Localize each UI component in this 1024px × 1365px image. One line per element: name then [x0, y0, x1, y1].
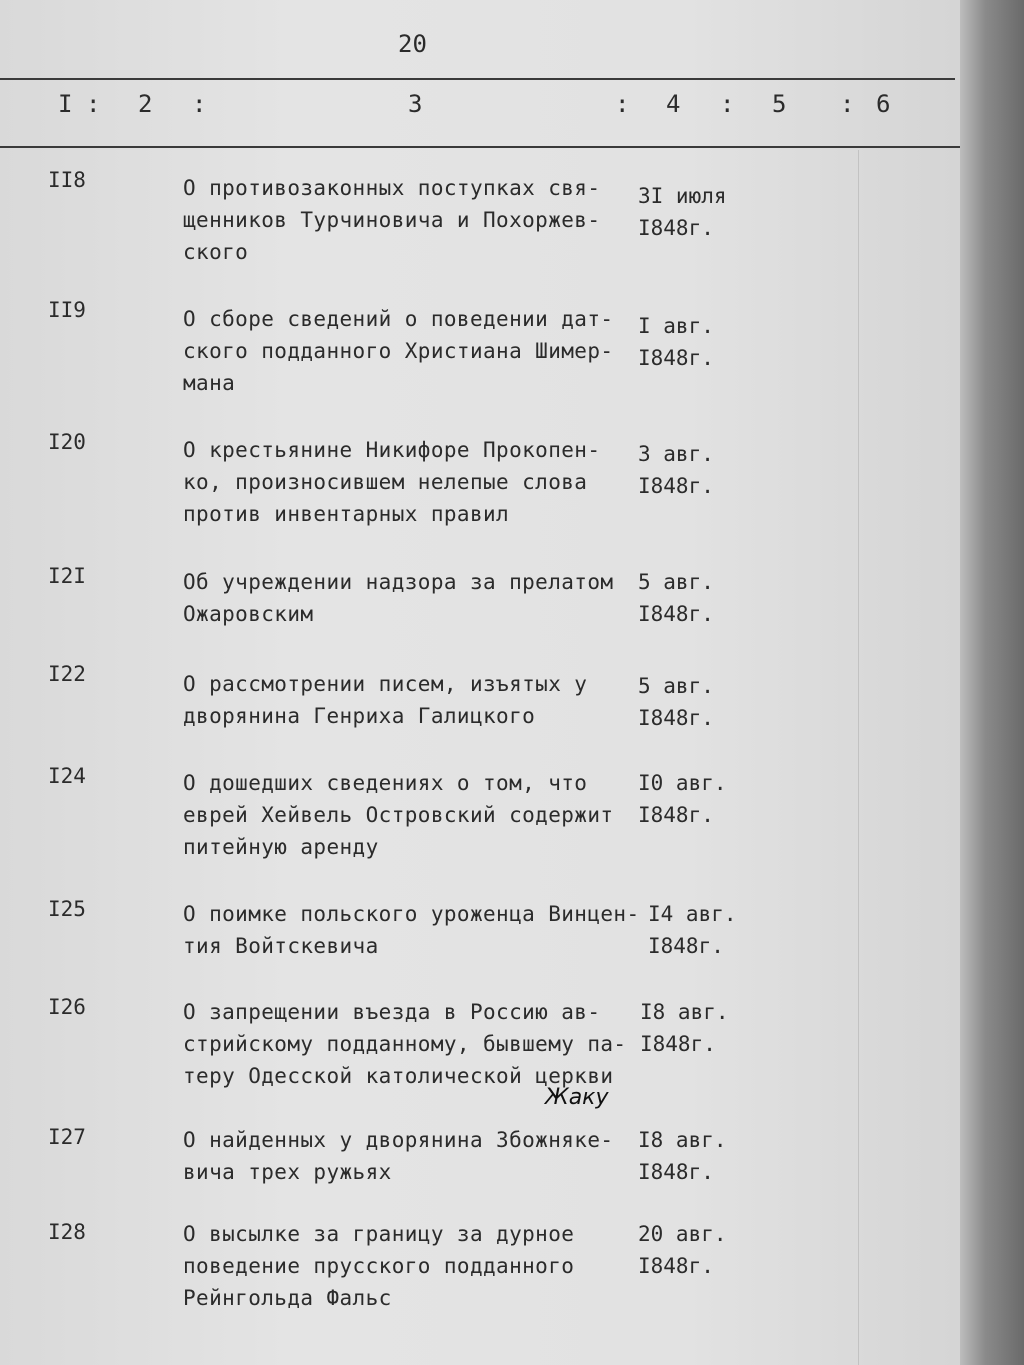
- entry-date: [638, 180, 727, 244]
- entry-date: [638, 670, 714, 734]
- column-separator: :: [720, 90, 735, 118]
- date-day: I8 авг.: [638, 1128, 727, 1152]
- entry-description: [183, 898, 653, 962]
- description-line: теру Одесской католической церкви: [183, 1064, 614, 1088]
- entry-description: [183, 668, 653, 732]
- entry-description: [183, 767, 653, 863]
- column-header: 4: [666, 90, 681, 118]
- entry-number: II8: [48, 168, 86, 192]
- description-line: О рассмотрении писем, изъятых у: [183, 672, 588, 696]
- description-line: дворянина Генриха Галицкого: [183, 704, 536, 728]
- date-day: I4 авг.: [648, 902, 737, 926]
- entry-description: [183, 1124, 653, 1188]
- description-line: стрийскому подданному, бывшему па-: [183, 1032, 627, 1056]
- description-line: мана: [183, 371, 236, 395]
- entry-number: I22: [48, 662, 86, 686]
- page-edge-shadow: [960, 0, 1024, 1365]
- description-line: тия Войтскевича: [183, 934, 379, 958]
- entry-number: I26: [48, 995, 86, 1019]
- entry-description: [183, 434, 653, 530]
- entry-description: [183, 566, 653, 630]
- description-line: О поимке польского уроженца Винцен-: [183, 902, 640, 926]
- date-day: I0 авг.: [638, 771, 727, 795]
- description-line: О запрещении въезда в Россию ав-: [183, 1000, 601, 1024]
- description-line: О противозаконных поступках свя-: [183, 176, 601, 200]
- date-year: I848г.: [638, 1160, 714, 1184]
- entry-number: I28: [48, 1220, 86, 1244]
- entry-number: II9: [48, 298, 86, 322]
- description-line: питейную аренду: [183, 835, 379, 859]
- description-line: против инвентарных правил: [183, 502, 510, 526]
- date-year: I848г.: [638, 346, 714, 370]
- description-line: поведение прусского подданного: [183, 1254, 575, 1278]
- column-header: I: [58, 90, 73, 118]
- entry-number: I2I: [48, 564, 86, 588]
- description-line: О крестьянине Никифоре Прокопен-: [183, 438, 601, 462]
- entry-date: [640, 996, 729, 1060]
- entry-number: I24: [48, 764, 86, 788]
- column-header: 5: [772, 90, 787, 118]
- description-line: вича трех ружьях: [183, 1160, 392, 1184]
- date-day: 5 авг.: [638, 570, 714, 594]
- entry-date: [638, 438, 714, 502]
- faint-column-line: [858, 150, 859, 1365]
- handwritten-note: Жаку: [545, 1085, 609, 1110]
- entry-date: [638, 767, 727, 831]
- date-day: 3 авг.: [638, 442, 714, 466]
- entry-date: [638, 310, 714, 374]
- date-year: I848г.: [648, 934, 724, 958]
- entry-description: [183, 1218, 653, 1314]
- date-year: I848г.: [638, 706, 714, 730]
- header-bottom-rule: [0, 146, 975, 148]
- date-year: I848г.: [638, 1254, 714, 1278]
- entry-date: [638, 566, 714, 630]
- description-line: О сборе сведений о поведении дат-: [183, 307, 614, 331]
- column-separator: :: [840, 90, 855, 118]
- column-header: 3: [408, 90, 423, 118]
- description-line: щенников Турчиновича и Похоржев-: [183, 208, 601, 232]
- date-day: 3I июля: [638, 184, 727, 208]
- page-number: 20: [398, 30, 427, 58]
- description-line: ского: [183, 240, 249, 264]
- date-day: I8 авг.: [640, 1000, 729, 1024]
- entry-description: [183, 172, 653, 268]
- date-year: I848г.: [638, 474, 714, 498]
- column-header: 6: [876, 90, 891, 118]
- column-header: 2: [138, 90, 153, 118]
- header-top-rule: [0, 78, 955, 80]
- description-line: еврей Хейвель Островский содержит: [183, 803, 614, 827]
- entry-date: [638, 1218, 727, 1282]
- description-line: О дошедших сведениях о том, что: [183, 771, 588, 795]
- description-line: ского подданного Христиана Шимер-: [183, 339, 614, 363]
- date-year: I848г.: [638, 602, 714, 626]
- date-year: I848г.: [638, 803, 714, 827]
- entry-date: [638, 1124, 727, 1188]
- entry-description: [183, 303, 653, 399]
- description-line: О высылке за границу за дурное: [183, 1222, 575, 1246]
- entry-number: I25: [48, 897, 86, 921]
- column-separator: :: [192, 90, 207, 118]
- entry-description: [183, 996, 653, 1092]
- date-day: 20 авг.: [638, 1222, 727, 1246]
- description-line: О найденных у дворянина Збожняке-: [183, 1128, 614, 1152]
- date-year: I848г.: [638, 216, 714, 240]
- entry-number: I20: [48, 430, 86, 454]
- description-line: Ожаровским: [183, 602, 314, 626]
- description-line: Рейнгольда Фальс: [183, 1286, 392, 1310]
- date-day: 5 авг.: [638, 674, 714, 698]
- date-day: I авг.: [638, 314, 714, 338]
- date-year: I848г.: [640, 1032, 716, 1056]
- column-separator: :: [615, 90, 630, 118]
- description-line: ко, произносившем нелепые слова: [183, 470, 588, 494]
- entry-date: [648, 898, 737, 962]
- description-line: Об учреждении надзора за прелатом: [183, 570, 614, 594]
- entry-number: I27: [48, 1125, 86, 1149]
- column-separator: :: [86, 90, 101, 118]
